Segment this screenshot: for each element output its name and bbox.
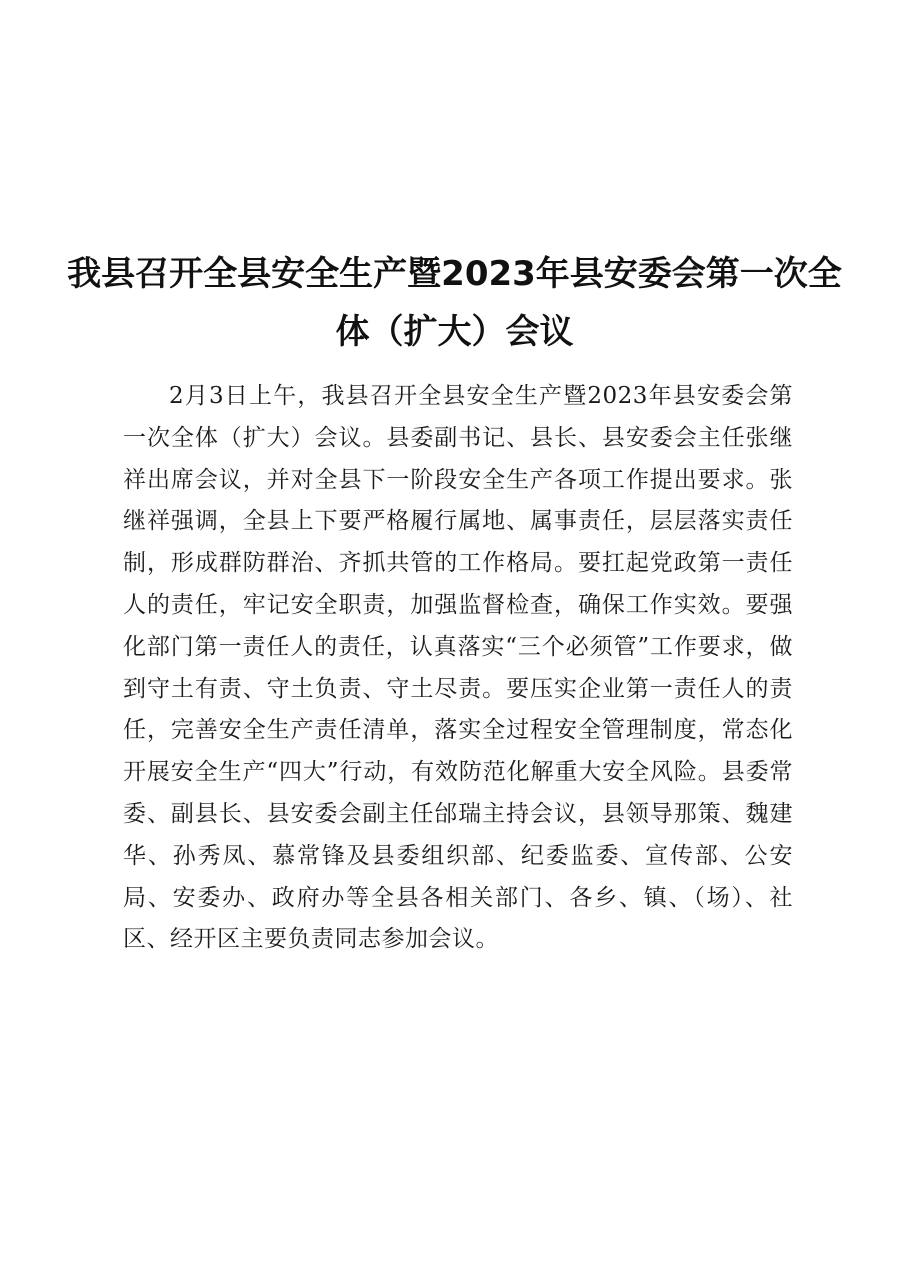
- document-title: 我县召开全县安全生产暨2023年县安委会第一次全体（扩大）会议: [67, 254, 842, 352]
- document-body-paragraph: 2月3日上午，我县召开全县安全生产暨2023年县安委会第一次全体（扩大）会议。县委副书记、县长、县安委会主任张继祥出席会议，并对全县下一阶段安全生产各项工作提出要求。张继祥强调，全县上下要严格履行属地、属事责任，层层落实责任制，形成群防群治、齐抓共管的工作格局。要扛起党政第一责任人的责任，牢记安全职责，加强监督检查，确保工作实效。要强化部门第一责任人的责任，认真落实“三个必须管”工作要求，做到守土有责、守土负责、守土尽责。要压实企业第一责任人的责任，完善安全生产责任清单，落实全过程安全管理制度，常态化开展安全生产“四大”行动，有效防范化解重大安全风险。县委常委、副县长、县安委会副主任邰瑞主持会议，县领导那策、魏建华、孙秀凤、慕常锋及县委组织部、纪委监委、宣传部、公安局、安委办、政府办等全县各相关部门、各乡、镇、（场）、社区、经开区主要负责同志参加会议。: [123, 383, 793, 953]
